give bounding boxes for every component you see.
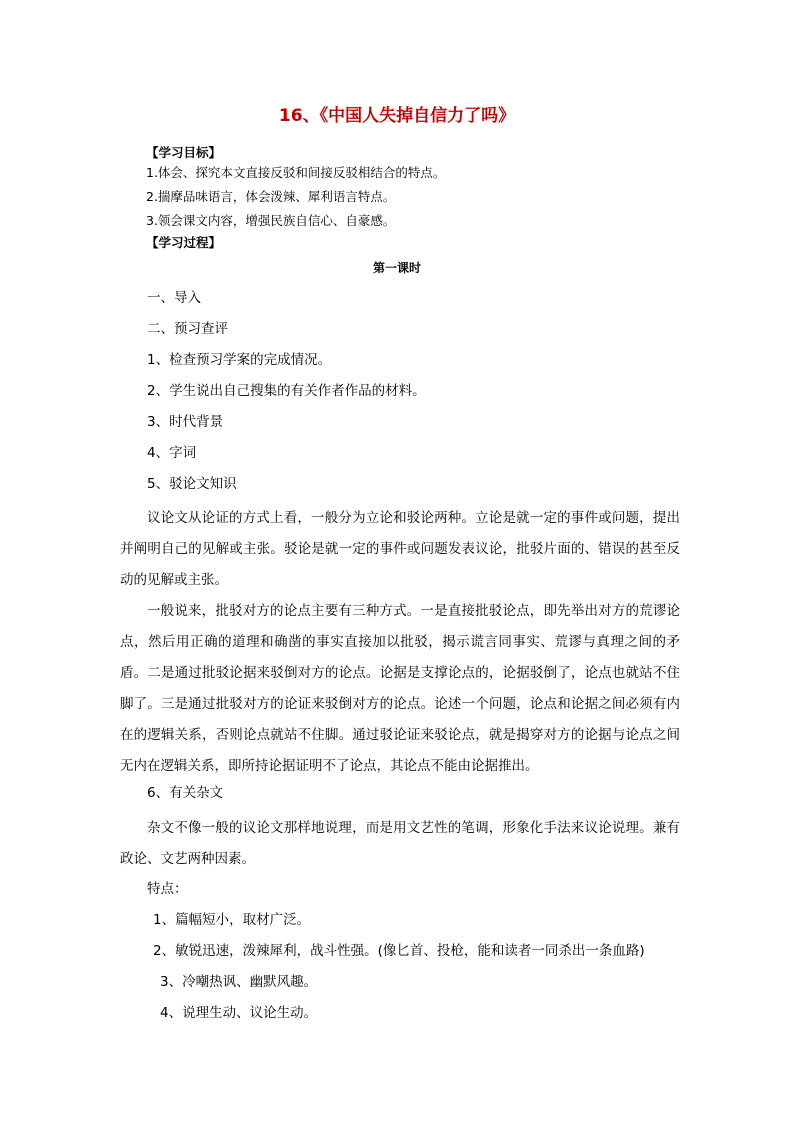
step-5: 5、驳论文知识: [147, 476, 237, 492]
lesson-heading: 第一课时: [372, 261, 421, 275]
paragraph-refutation-methods: 一般说来，批驳对方的论点主要有三种方式。一是直接批驳论点，即先举出对方的荒谬论点，然后用正确的道理和确凿的事实直接加以批驳，揭示谎言同事实、荒谬与真理之间的矛盾。二是通过批驳论据来驳倒对方的论点。论据是支撑论点的，论据驳倒了，论点也就站不住脚了。三是通过批驳对方的论证来驳倒对方的论点。论述一个问题，论点和论据之间必须有内在的逻辑关系，否则论点就站不住脚。通过驳论证来驳论点，就是揭穿对方的论据与论点之间无内在逻辑关系，即所持论据证明不了论点，其论点不能由论据推出。: [120, 603, 680, 774]
section-intro: 一、导入: [147, 290, 201, 306]
feature-item: 3、冷嘲热讽、幽默风趣。: [160, 974, 318, 990]
objective-item: 3.领会课文内容，增强民族自信心、自豪感。: [146, 213, 396, 228]
objective-item: 2.揣摩品味语言，体会泼辣、犀利语言特点。: [146, 189, 396, 204]
section-preview: 二、预习查评: [147, 321, 228, 337]
objective-item: 1.体会、探究本文直接反驳和间接反驳相结合的特点。: [146, 165, 446, 180]
objectives-heading: 【学习目标】: [146, 145, 222, 160]
feature-item: 1、篇幅短小，取材广泛。: [153, 912, 311, 928]
process-heading: 【学习过程】: [146, 235, 222, 250]
document-title: 16、《中国人失掉自信力了吗》: [278, 106, 516, 126]
paragraph-essay-definition: 杂文不像一般的议论文那样地说理，而是用文艺性的笔调，形象化手法来议论说理。兼有政论、文艺两种因素。: [120, 820, 680, 867]
feature-item: 4、说理生动、议论生动。: [160, 1005, 318, 1021]
feature-item: 2、敏锐迅速，泼辣犀利，战斗性强。(像匕首、投枪，能和读者一同杀出一条血路): [153, 943, 645, 959]
step-2: 2、学生说出自己搜集的有关作者作品的材料。: [147, 383, 426, 399]
step-3: 3、时代背景: [147, 414, 224, 430]
features-label: 特点：: [147, 881, 188, 897]
step-4: 4、字词: [147, 445, 197, 461]
step-1: 1、检查预习学案的完成情况。: [147, 352, 332, 368]
paragraph-argument-types: 议论文从论证的方式上看，一般分为立论和驳论两种。立论是就一定的事件或问题，提出并阐明自己的见解或主张。驳论是就一定的事件或问题发表议论，批驳片面的、错误的甚至反动的见解或主张。: [120, 510, 680, 588]
step-6: 6、有关杂文: [147, 785, 224, 801]
